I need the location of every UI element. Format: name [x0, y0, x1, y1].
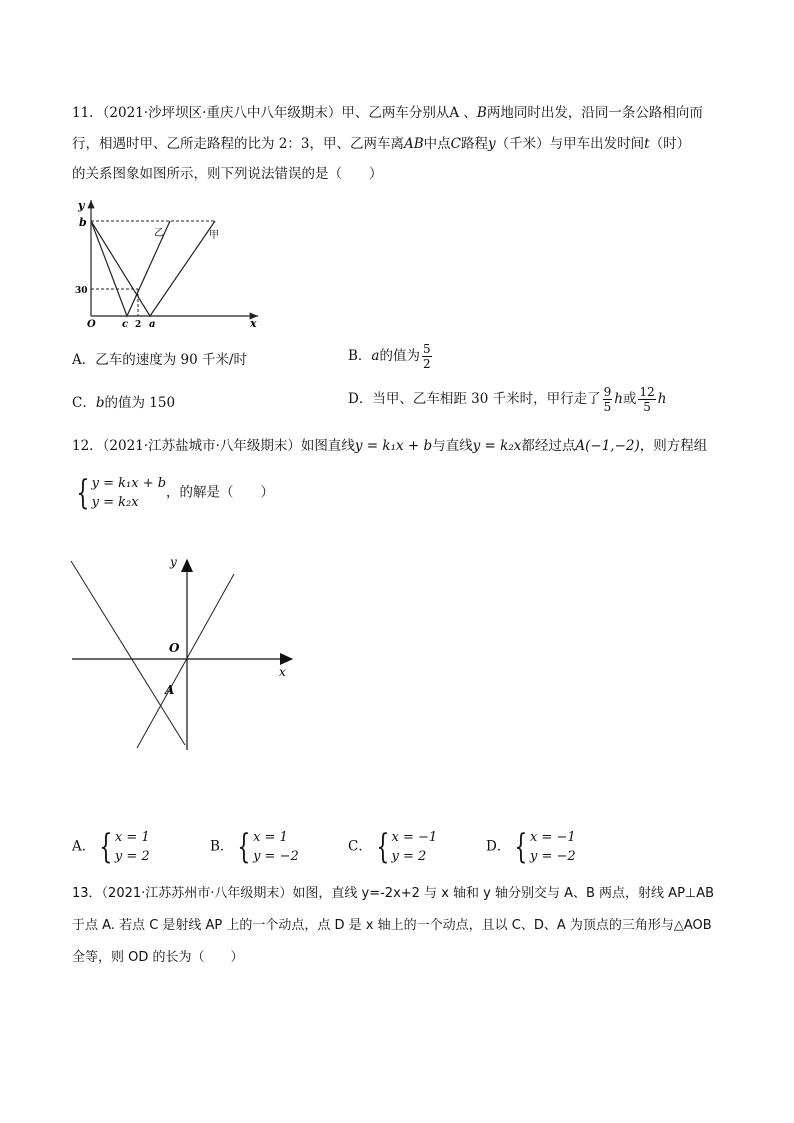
q11-30-label: 30 — [75, 286, 88, 296]
q12-o-label: O — [169, 641, 180, 655]
q11-x-label: x — [250, 317, 257, 330]
q11-option-c: C．b的值为 150 — [72, 395, 176, 411]
q11-stem-line2: 行，相遇时甲、乙所走路程的比为 2：3，甲、乙两车离AB中点C路程y（千米）与甲车出发时间t（时） — [72, 136, 691, 152]
q11-c-label: c — [122, 319, 129, 330]
q11-graph — [72, 196, 272, 330]
q11-jia-label: 甲 — [209, 230, 219, 241]
q11-b-label: b — [79, 216, 87, 229]
q11-option-b: B．a的值为 $\frac{5}{2}$ — [348, 342, 431, 371]
q12-y-label: y — [170, 555, 177, 569]
q11-o-label: O — [87, 319, 96, 330]
q11-option-a: A．乙车的速度为 90 千米/时 — [72, 352, 248, 368]
q12-line-k2 — [137, 574, 234, 748]
q11-option-d: D．当甲、乙车相距 30 千米时，甲行走了 $\frac{9}{5}$ h或 $\frac{12}{5}$ h — [348, 385, 667, 414]
q12-x-label: x — [279, 665, 286, 679]
q11-a-label: a — [149, 319, 156, 330]
q13-stem-line3: 全等，则 OD 的长为（ ） — [72, 950, 244, 965]
q12-option-a: A． { x = 1 y = 2 — [72, 827, 150, 867]
q11-2-label: 2 — [135, 320, 142, 330]
q11-stem-line1: 11．（2021·沙坪坝区·重庆八中八年级期末）甲、乙两车分别从A 、B两地同时出发，沿同一条公路相向而 — [72, 105, 703, 121]
q11-y-label: y — [78, 199, 85, 212]
q12-equation-system: { y = k₁x + b y = k₂x ，的解是（ ） — [76, 473, 275, 513]
q12-line-k1 — [71, 561, 185, 745]
q12-option-d: D． { x = −1 y = −2 — [486, 827, 576, 867]
q13-stem-line2: 于点 A. 若点 C 是射线 AP 上的一个动点，点 D 是 x 轴上的一个动点，且以 C、D、A 为顶点的三角形与△AOB — [72, 918, 712, 933]
q11-yi-label: 乙 — [154, 228, 164, 239]
q12-option-b: B． { x = 1 y = −2 — [210, 827, 299, 867]
q13-stem-line1: 13．（2021·江苏苏州市·八年级期末）如图，直线 y=-2x+2 与 x 轴和 y 轴分别交与 A、B 两点，射线 AP⊥AB — [72, 886, 715, 901]
q12-graph — [64, 548, 304, 758]
q12-stem-line1: 12．（2021·江苏盐城市·八年级期末）如图直线y = k₁x + b与直线y = k₂x都经过点A(−1,−2)，则方程组 — [72, 438, 708, 454]
q12-a-label: A — [165, 683, 175, 697]
q11-stem-line3: 的关系图象如图所示，则下列说法错误的是（ ） — [72, 166, 383, 182]
q12-option-c: C． { x = −1 y = 2 — [348, 827, 438, 867]
